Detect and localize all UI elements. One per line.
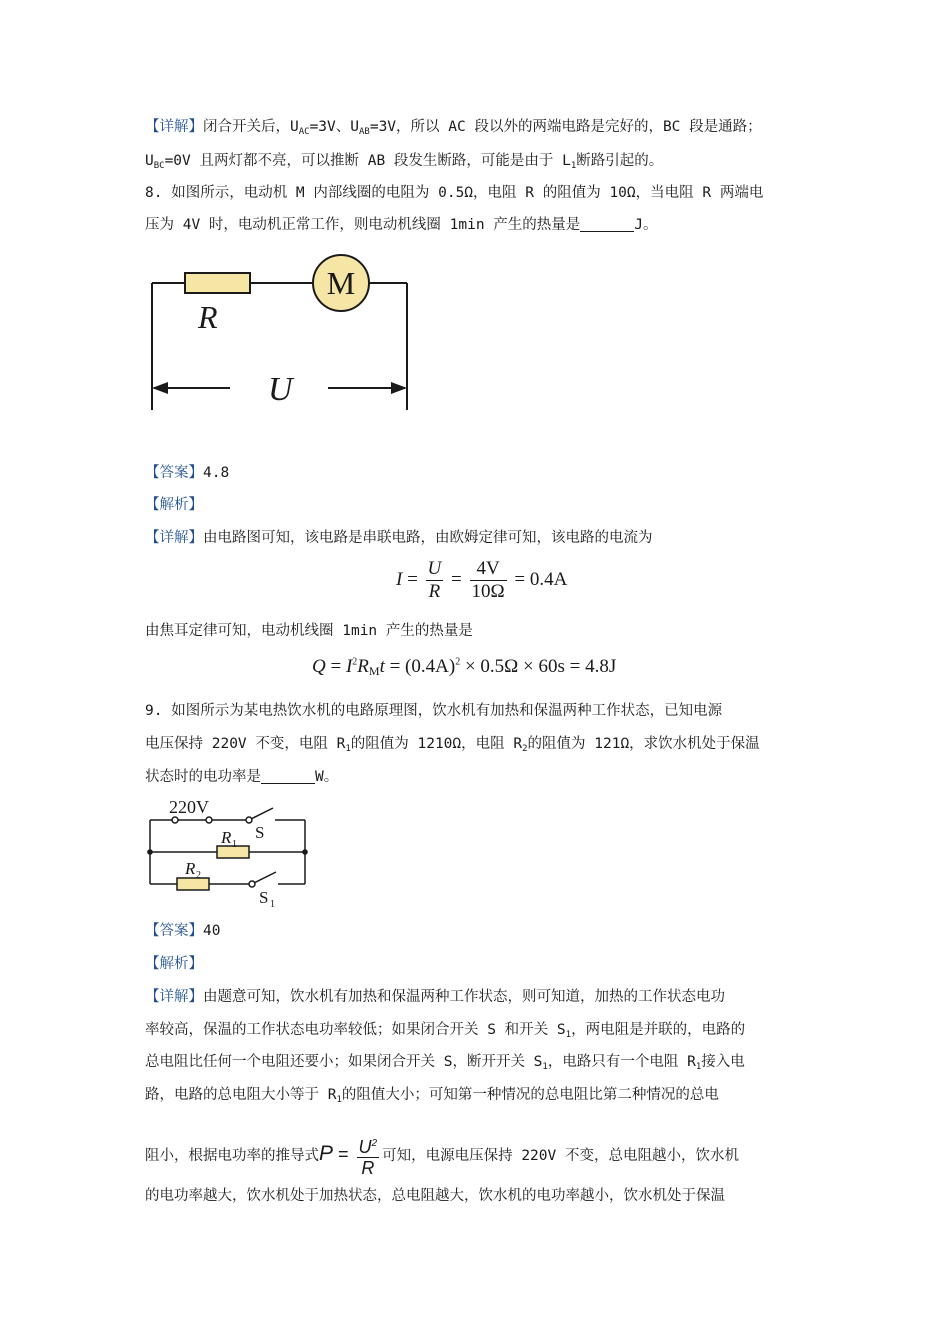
power-formula-fraction: $\frac{U^2}{R}$ <box>357 1134 380 1178</box>
question-9-line-3: 状态时的电功率是 W。 <box>145 769 339 785</box>
ohms-law-formula: I = $\frac{U}{R}$ = $\frac{4V}{10\Omega}$ = 0.4A <box>396 558 568 602</box>
question-9-line-2: 电压保持 220V 不变，电阻 $R_1$的阻值为 1210Ω，电阻 $R_2$的阻值为 121Ω，求饮水机处于保温 <box>145 736 760 754</box>
analysis-8-tag: 【解析】 <box>145 497 203 513</box>
joule-law-formula: $Q = I^2R_Mt = (0.4A)^2 \times 0.5\Omega \times 60s = 4.8J$ <box>312 656 617 678</box>
detail-9-line-5: 阻小，根据电功率的推导式P = $\frac{U^2}{R}$ 可知，电源电压保持 220V 不变，总电阻越小，饮水机 <box>145 1134 739 1178</box>
detail-9-line-6: 的电功率越大，饮水机处于加热状态，总电阻越大，饮水机的电功率越小，饮水机处于保温 <box>145 1188 725 1204</box>
detail-8-line-1: 【详解】由电路图可知，该电路是串联电路，由欧姆定律可知，该电路的电流为 <box>145 530 653 546</box>
detail-9-line-3: 总电阻比任何一个电阻还要小；如果闭合开关 S，断开开关 $S_1$，电路只有一个电阻 $R_1$接入电 <box>145 1054 745 1072</box>
source-voltage-label: 220V <box>169 797 209 817</box>
switch-s-label: S <box>255 823 265 842</box>
answer-tag: 【答案】 <box>145 465 203 481</box>
resistor-label-r: R <box>198 299 218 335</box>
switch-s1-label: S <box>259 888 269 907</box>
answer-8-line <box>145 462 229 484</box>
detail-9-line-4: 路，电路的总电阻大小等于 $R_1$的阻值大小；可知第一种情况的总电阻比第二种情况的总电 <box>145 1087 719 1105</box>
detail-9-line-1: 【详解】由题意可知，饮水机有加热和保温两种工作状态，则可知道，加热的工作状态电功 <box>145 989 725 1005</box>
answer-blank <box>261 767 315 784</box>
series-circuit-diagram <box>140 250 430 420</box>
answer-value: 4.8 <box>203 465 230 481</box>
svg-text:2: 2 <box>196 870 201 881</box>
detail-8-line-2: 由焦耳定律可知，电动机线圈 1min 产生的热量是 <box>145 623 473 639</box>
prev-detail-line-1: 【详解】闭合开关后，$U_{AC}=3V$、$U_{AB}=3V$，所以 AC 段以外的两端电路是完好的，BC 段是通路； <box>145 119 762 137</box>
prev-detail-line-2: $U_{BC}=0V$ 且两灯都不亮，可以推断 AB 段发生断路，可能是由于 $L_1$断路引起的。 <box>145 153 664 171</box>
detail-9-line-2: 率较高，保温的工作状态电功率较低；如果闭合开关 S 和开关 $S_1$，两电阻是并联的，电路的 <box>145 1022 746 1040</box>
detail-tag: 【详解】 <box>145 119 203 135</box>
answer-value: 40 <box>203 923 221 939</box>
question-8-line-2: 压为 4V 时，电动机正常工作，则电动机线圈 1min 产生的热量是 J。 <box>145 217 658 233</box>
svg-text:1: 1 <box>232 839 237 850</box>
answer-blank <box>580 215 634 232</box>
question-8-line-1: 8. 如图所示，电动机 M 内部线圈的电阻为 0.5Ω，电阻 R 的阻值为 10Ω，当电阻 R 两端电 <box>145 185 764 201</box>
answer-tag: 【答案】 <box>145 923 203 939</box>
question-9-line-1: 9. 如图所示为某电热饮水机的电路原理图，饮水机有加热和保温两种工作状态，已知电源 <box>145 703 723 719</box>
water-dispenser-circuit-diagram <box>145 797 315 910</box>
motor-label-m: M <box>326 265 356 301</box>
analysis-9-tag: 【解析】 <box>145 956 203 972</box>
resistor-r2-label: R <box>185 859 196 878</box>
answer-9-line <box>145 920 220 942</box>
svg-text:1: 1 <box>270 899 275 910</box>
resistor-r1-label: R <box>221 828 232 847</box>
voltage-label-u: U <box>268 371 293 408</box>
